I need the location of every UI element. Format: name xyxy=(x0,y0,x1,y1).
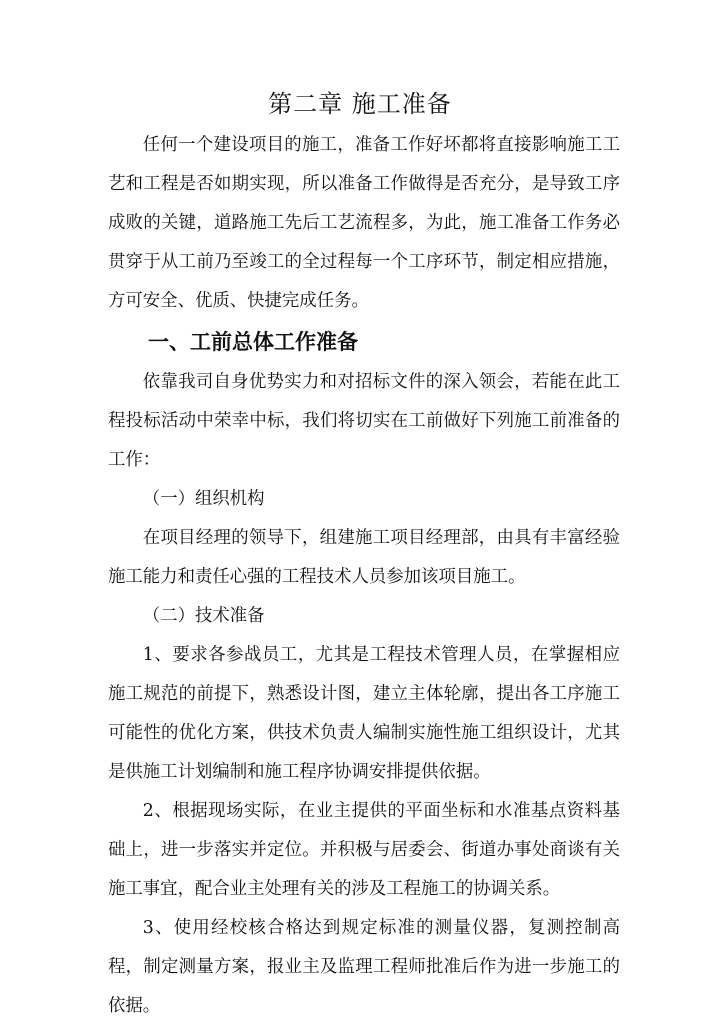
technical-item-2: 2、根据现场实际，在业主提供的平面坐标和水准基点资料基础上，进一步落实并定位。并积极与居委会、街道办事处商谈有关施工事宜，配合业主处理有关的涉及工程施工的协调关系。 xyxy=(108,801,620,899)
section-intro-paragraph: 依靠我司自身优势实力和对招标文件的深入领会，若能在此工程投标活动中荣幸中标，我们将切实在工前做好下列施工前准备的工作： xyxy=(108,372,620,470)
organization-paragraph: 在项目经理的领导下，组建施工项目经理部，由具有丰富经验施工能力和责任心强的工程技术人员参加该项目施工。 xyxy=(108,528,620,587)
technical-item-3: 3、使用经校核合格达到规定标准的测量仪器，复测控制高程，制定测量方案，报业主及监理工程师批准后作为进一步施工的依据。 xyxy=(108,918,620,1016)
subsection-heading-technical: （二）技术准备 xyxy=(142,606,265,626)
section-heading: 一、工前总体工作准备 xyxy=(148,330,358,354)
chapter-intro-paragraph: 任何一个建设项目的施工，准备工作好坏都将直接影响施工工艺和工程是否如期实现，所以准备工作做得是否充分，是导致工序成败的关键，道路施工先后工艺流程多，为此，施工准备工作务必贯穿于从工前乃至竣工的全过程每一个工序环节，制定相应措施，方可安全、优质、快捷完成任务。 xyxy=(108,135,620,311)
subsection-heading-organization: （一）组织机构 xyxy=(142,489,265,509)
document-body xyxy=(108,126,620,1026)
technical-item-1: 1、要求各参战员工，尤其是工程技术管理人员，在掌握相应施工规范的前提下，熟悉设计图，建立主体轮廓，提出各工序施工可能性的优化方案，供技术负责人编制实施性施工组织设计，尤其是供施工计划编制和施工程序协调安排提供依据。 xyxy=(108,645,620,782)
chapter-title: 第二章 施工准备 xyxy=(268,90,452,118)
